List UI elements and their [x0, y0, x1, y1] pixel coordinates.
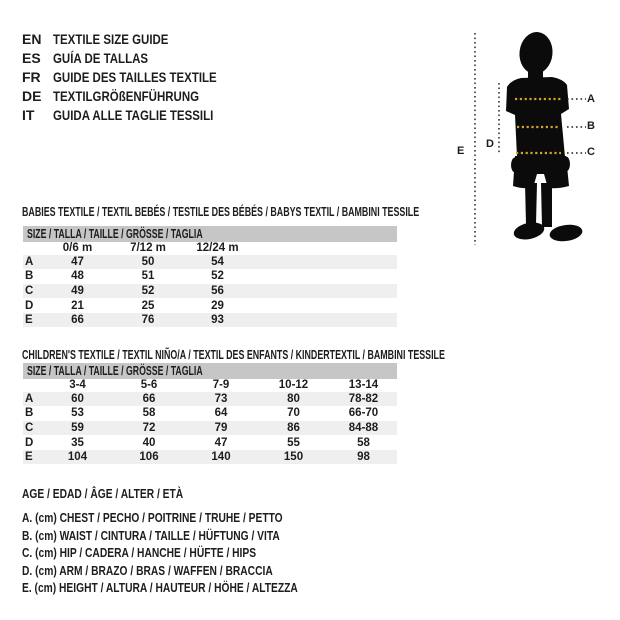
cell: 84-88: [348, 421, 379, 434]
language-label: GUIDA ALLE TAGLIE TESSILI: [53, 107, 214, 123]
cell: 52: [141, 284, 155, 297]
cell: 86: [287, 421, 300, 434]
language-row-fr: [22, 68, 253, 87]
table-row-c: [23, 284, 397, 299]
table-row-b: [23, 269, 397, 284]
cell: 40: [142, 436, 156, 449]
measure-label-b: B: [587, 120, 595, 132]
column-header: 13-14: [348, 379, 379, 392]
silhouette-shoe-left: [512, 220, 546, 242]
language-code: FR: [22, 69, 41, 85]
cell: 21: [71, 299, 84, 312]
silhouette-leg-right: [541, 183, 552, 227]
row-label: D: [25, 436, 34, 449]
measure-label-c: C: [587, 146, 595, 158]
language-code: ES: [22, 50, 41, 66]
column-header: 7/12 m: [130, 242, 166, 255]
silhouette-shoe-right: [549, 223, 584, 243]
silhouette-shorts: [513, 156, 569, 188]
language-code: IT: [22, 107, 35, 123]
row-label: D: [25, 299, 34, 312]
cell: 93: [211, 314, 224, 327]
table-row-d: [23, 298, 397, 313]
silhouette-shirt: [506, 77, 569, 157]
measurement-legend: [22, 486, 358, 597]
column-header: 3-4: [69, 379, 86, 392]
cell: 54: [211, 255, 224, 268]
row-label: E: [25, 314, 33, 327]
language-row-de: [22, 87, 253, 106]
babies-size-table: [23, 226, 397, 327]
table-row-d: [23, 435, 397, 450]
cell: 76: [141, 314, 155, 327]
cell: 60: [71, 392, 84, 405]
language-row-it: [22, 106, 253, 125]
cell: 66: [142, 392, 156, 405]
row-label: A: [25, 255, 34, 268]
legend-line-a: A. (cm) CHEST / PECHO / POITRINE / TRUHE / PETTO: [22, 511, 283, 526]
cell: 106: [139, 451, 159, 464]
row-label: E: [25, 451, 33, 464]
cell: 104: [67, 451, 88, 464]
row-label: C: [25, 284, 34, 297]
legend-line-e: E. (cm) HEIGHT / ALTURA / HAUTEUR / HÖHE / ALTEZZA: [22, 581, 298, 596]
legend-age-line: AGE / EDAD / ÂGE / ALTER / ETÀ: [22, 487, 184, 501]
row-label: C: [25, 421, 34, 434]
children-size-header-bar: SIZE / TALLA / TAILLE / GRÖSSE / TAGLIA: [23, 363, 397, 379]
row-label: B: [25, 407, 34, 420]
cell: 47: [214, 436, 228, 449]
cell: 78-82: [348, 392, 379, 405]
cell: 72: [142, 421, 156, 434]
cell: 49: [71, 284, 84, 297]
table-row-b: [23, 406, 397, 421]
cell: 35: [71, 436, 84, 449]
cell: 66-70: [348, 407, 379, 420]
cell: 53: [71, 407, 84, 420]
table-row-c: [23, 421, 397, 436]
children-column-headers: [23, 379, 397, 392]
cell: 79: [214, 421, 228, 434]
measure-label-d: D: [486, 138, 494, 150]
column-header: 5-6: [140, 379, 158, 392]
cell: 25: [141, 299, 155, 312]
cell: 29: [211, 299, 224, 312]
column-header: 10-12: [278, 379, 309, 392]
children-section-title: CHILDREN'S TEXTILE / TEXTIL NIÑO/A / TEXTIL DES ENFANTS / KINDERTEXTIL / BAMBINI TESSILE: [22, 348, 445, 362]
cell: 70: [287, 407, 300, 420]
cell: 52: [211, 270, 224, 283]
language-label: TEXTILGRÖßENFÜHRUNG: [53, 88, 200, 104]
table-row-a: [23, 392, 397, 407]
language-title-list: [22, 30, 253, 125]
cell: 80: [287, 392, 300, 405]
cell: 50: [141, 255, 155, 268]
cell: 51: [141, 270, 155, 283]
measure-label-e: E: [457, 145, 465, 157]
cell: 140: [211, 451, 231, 464]
children-size-table: [23, 363, 397, 464]
column-header: 12/24 m: [196, 242, 239, 255]
column-header: 0/6 m: [62, 242, 93, 255]
cell: 58: [357, 436, 370, 449]
legend-line-b: B. (cm) WAIST / CINTURA / TAILLE / HÜFTUNG / VITA: [22, 528, 280, 543]
legend-line-d: D. (cm) ARM / BRAZO / BRAS / WAFFEN / BRACCIA: [22, 563, 273, 578]
babies-column-headers: [23, 242, 397, 255]
table-row-a: [23, 255, 397, 270]
cell: 59: [71, 421, 84, 434]
table-row-e: [23, 313, 397, 328]
legend-line-c: C. (cm) HIP / CADERA / HANCHE / HÜFTE / HIPS: [22, 546, 257, 561]
language-row-es: [22, 49, 253, 68]
cell: 58: [142, 407, 156, 420]
cell: 47: [71, 255, 84, 268]
cell: 98: [357, 451, 370, 464]
column-header: 7-9: [212, 379, 230, 392]
row-label: B: [25, 270, 34, 283]
cell: 56: [211, 284, 224, 297]
cell: 150: [283, 451, 304, 464]
babies-section-title: BABIES TEXTILE / TEXTIL BEBÉS / TESTILE DES BÉBÉS / BABYS TEXTIL / BAMBINI TESSILE: [22, 205, 420, 219]
table-row-e: [23, 450, 397, 465]
cell: 73: [214, 392, 228, 405]
cell: 64: [214, 407, 228, 420]
language-code: EN: [22, 31, 42, 47]
measure-label-a: A: [587, 93, 595, 105]
language-label: GUÍA DE TALLAS: [53, 50, 149, 66]
cell: 48: [71, 270, 84, 283]
language-code: DE: [22, 88, 42, 104]
cell: 55: [287, 436, 300, 449]
babies-size-header-bar: SIZE / TALLA / TAILLE / GRÖSSE / TAGLIA: [23, 226, 397, 242]
language-label: GUIDE DES TAILLES TEXTILE: [53, 69, 217, 85]
language-row-en: [22, 30, 253, 49]
cell: 66: [71, 314, 84, 327]
row-label: A: [25, 392, 34, 405]
language-label: TEXTILE SIZE GUIDE: [53, 31, 169, 47]
